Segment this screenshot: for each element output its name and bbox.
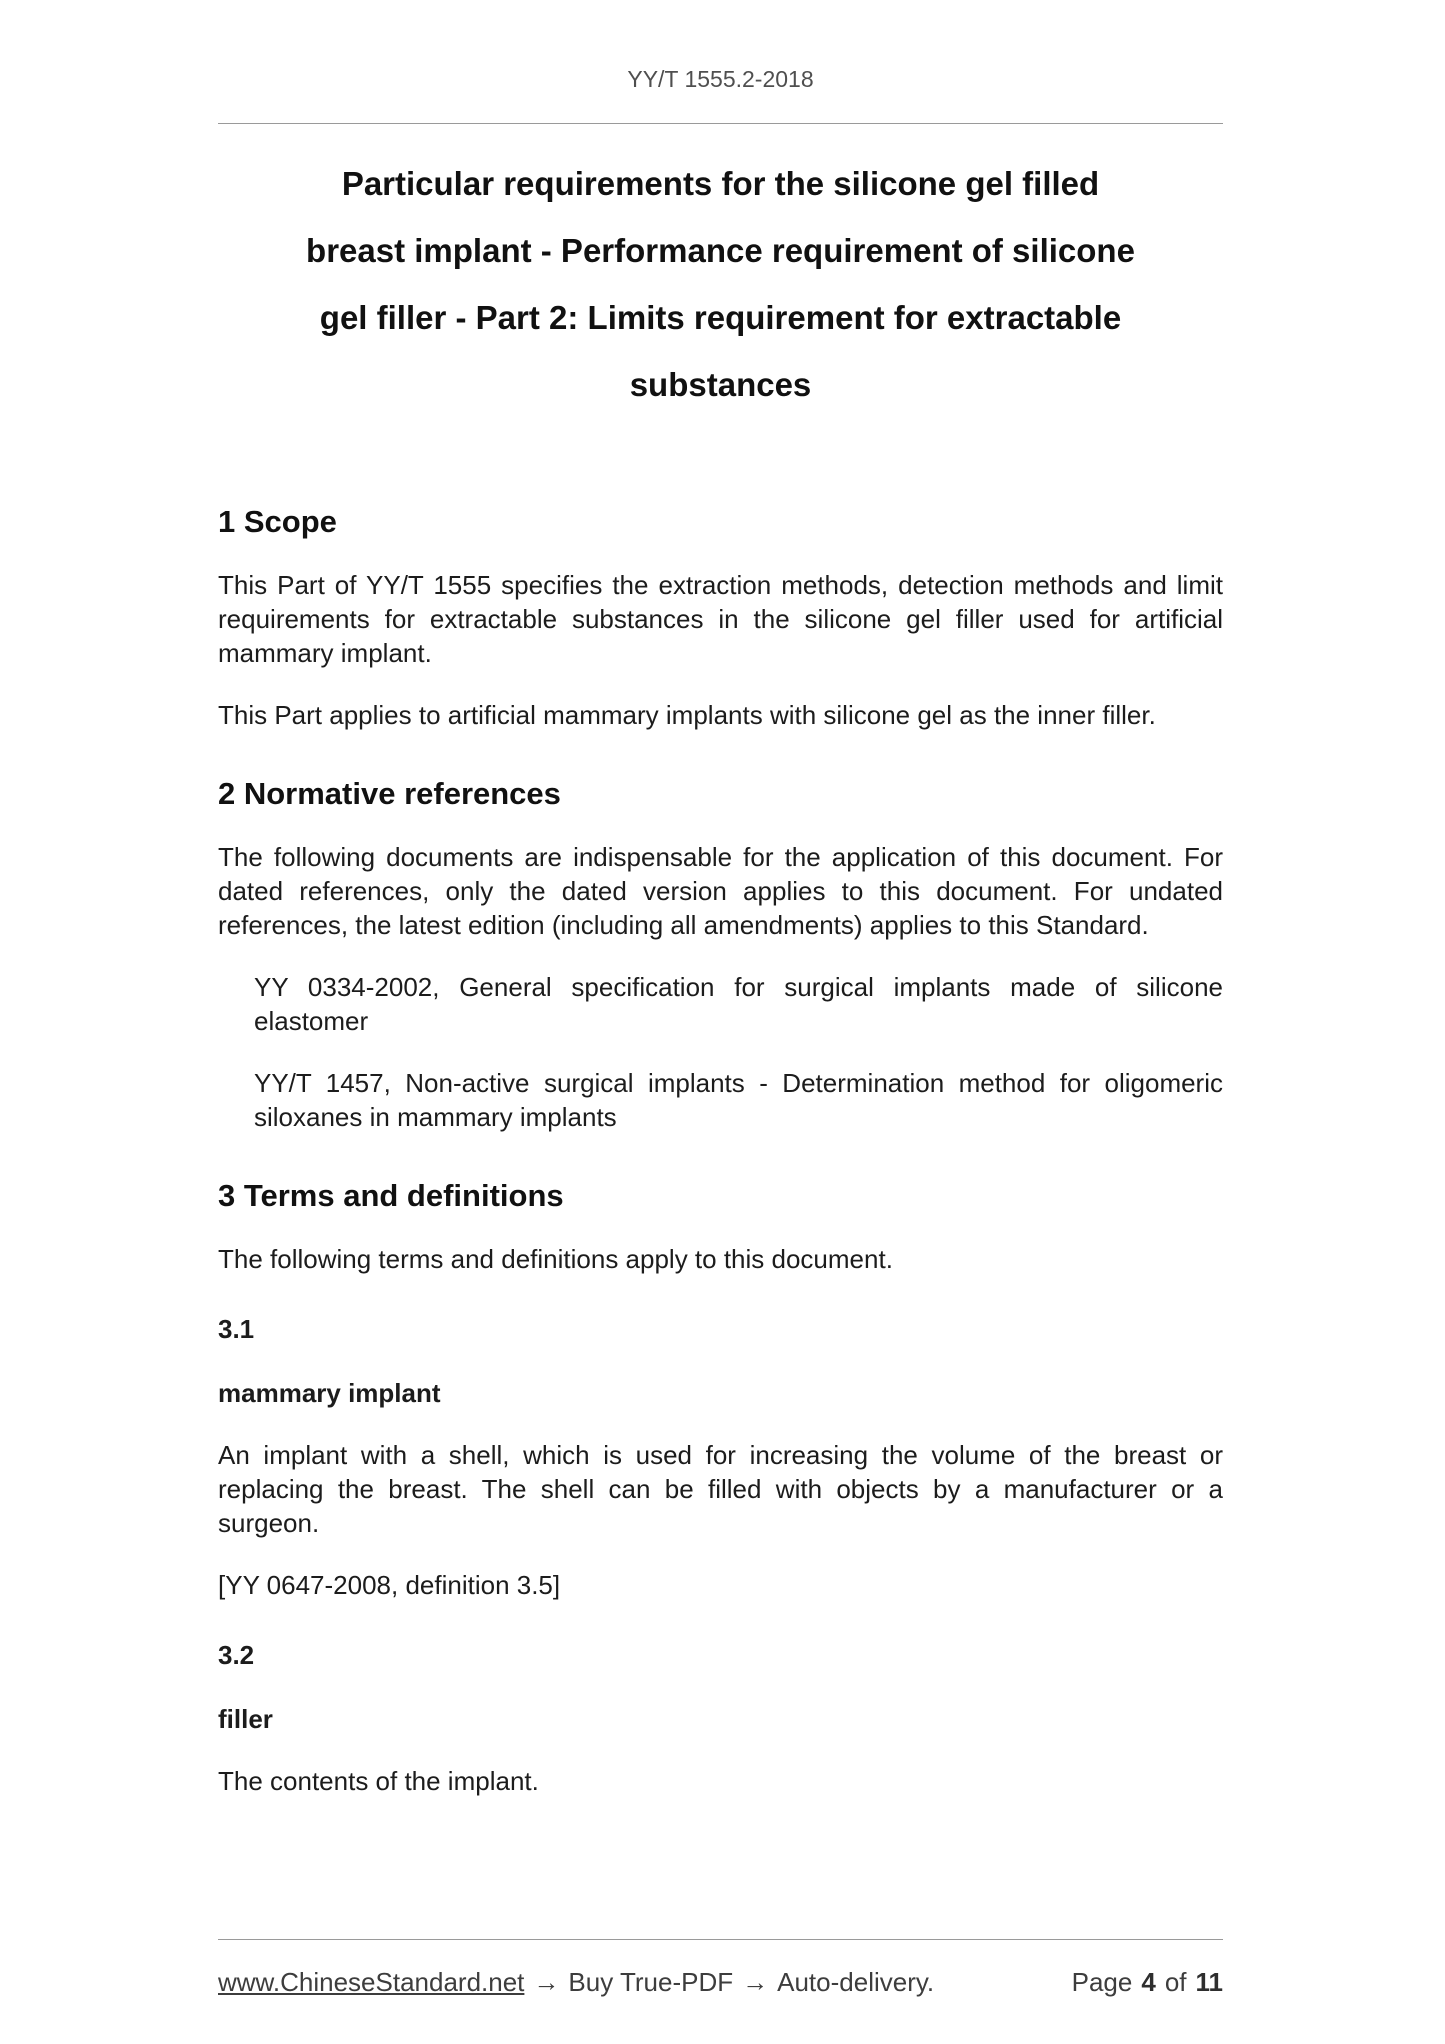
- term-number-3-1: 3.1: [218, 1314, 255, 1344]
- page-header: [218, 66, 1223, 124]
- doc-number: YY/T 1555.2-2018: [627, 66, 814, 92]
- term-name-mammary-implant: mammary implant: [218, 1378, 441, 1408]
- footer-divider: [218, 1939, 1223, 1940]
- arrow-icon: →: [533, 1967, 560, 1997]
- arrow-icon: →: [742, 1967, 769, 1997]
- footer-promo: [218, 1966, 934, 1998]
- term-definition-3-2: The contents of the implant.: [218, 1766, 539, 1796]
- term-number-3-2: 3.2: [218, 1640, 255, 1670]
- title-line: Particular requirements for the silicone gel filled: [341, 165, 1100, 202]
- reference-entry-1: YY 0334-2002, General specification for surgical implants made of silicone elastomer: [254, 972, 1223, 1036]
- page-indicator: [1072, 1966, 1223, 1998]
- scope-paragraph-2: This Part applies to artificial mammary implants with silicone gel as the inner filler.: [218, 700, 1156, 730]
- title-line: breast implant - Performance requirement of silicone: [306, 232, 1135, 269]
- document-title: [218, 150, 1223, 418]
- section-heading-scope: 1 Scope: [218, 504, 337, 539]
- title-line: substances: [629, 366, 812, 403]
- chinesestandard-link[interactable]: www.ChineseStandard.net: [218, 1967, 525, 1997]
- header-divider: [218, 123, 1223, 124]
- terms-intro-paragraph: The following terms and definitions apply to this document.: [218, 1244, 893, 1274]
- reference-entry-2: YY/T 1457, Non-active surgical implants - Determination method for oligomeric siloxanes in mammary implants: [254, 1068, 1223, 1132]
- page-footer: [218, 1939, 1223, 1998]
- term-definition-3-1: An implant with a shell, which is used for increasing the volume of the breast or replacing the breast. The shell can be filled with objects by a manufacturer or a surgeon.: [218, 1440, 1223, 1538]
- buy-true-pdf-text: Buy True-PDF: [568, 1967, 734, 1997]
- section-heading-normative-references: 2 Normative references: [218, 776, 561, 811]
- term-name-filler: filler: [218, 1704, 273, 1734]
- page-number: 4: [1141, 1967, 1156, 1997]
- term-source-3-1: [YY 0647-2008, definition 3.5]: [218, 1570, 561, 1600]
- section-heading-terms-definitions: 3 Terms and definitions: [218, 1178, 564, 1213]
- title-line: gel filler - Part 2: Limits requirement for extractable: [319, 299, 1122, 336]
- page-label: Page: [1071, 1967, 1133, 1997]
- scope-paragraph-1: This Part of YY/T 1555 specifies the extraction methods, detection methods and limit requirements for extractable substances in the silicone gel filler used for artificial mammary implant.: [218, 570, 1223, 668]
- page-of-label: of: [1164, 1967, 1187, 1997]
- auto-delivery-text: Auto-delivery.: [777, 1967, 935, 1997]
- normative-intro-paragraph: The following documents are indispensable for the application of this document. For dated references, only the dated version applies to this document. For undated references, the latest edition (including all amendments) applies to this Standard.: [218, 842, 1223, 940]
- page-total: 11: [1195, 1967, 1223, 1997]
